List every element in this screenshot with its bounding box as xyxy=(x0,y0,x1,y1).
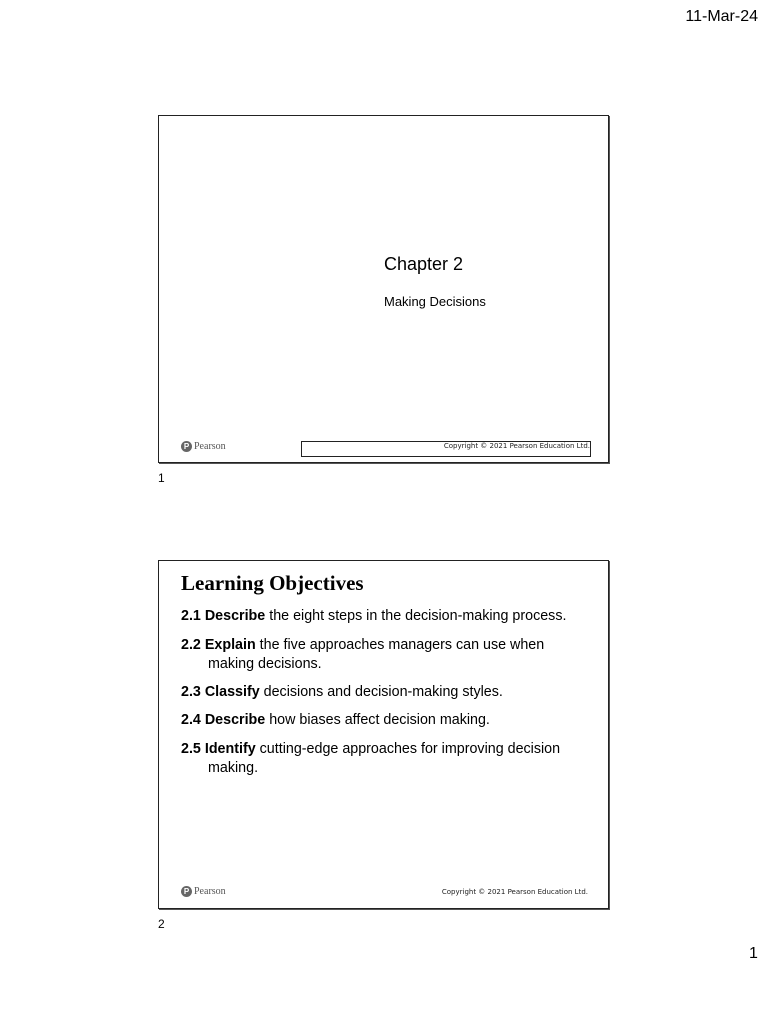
pearson-logo-icon: P xyxy=(181,886,192,897)
slide-2 xyxy=(158,560,609,909)
logo-text: Pearson xyxy=(194,441,226,452)
objective-continuation: making decisions. xyxy=(208,656,322,672)
slide-subtitle: Making Decisions xyxy=(384,294,486,309)
objective-verb: 2.1 Describe xyxy=(181,608,266,624)
objective-item xyxy=(181,740,601,778)
pearson-logo xyxy=(181,441,226,452)
copyright-box xyxy=(301,441,591,457)
slide-number: 2 xyxy=(158,917,165,931)
logo-text: Pearson xyxy=(194,886,226,897)
objective-text: how biases affect decision making. xyxy=(265,712,490,728)
pearson-logo xyxy=(181,886,226,897)
objective-item xyxy=(181,711,601,730)
slide-1 xyxy=(158,115,609,463)
objective-text: the five approaches managers can use when xyxy=(255,637,545,653)
objective-text: the eight steps in the decision-making process. xyxy=(265,608,567,624)
objective-text: decisions and decision-making styles. xyxy=(259,684,503,700)
copyright: Copyright © 2021 Pearson Education Ltd. xyxy=(441,888,588,896)
page-number: 1 xyxy=(749,945,758,962)
slide-title: Learning Objectives xyxy=(181,571,364,595)
objective-item xyxy=(181,607,601,626)
objective-text: cutting-edge approaches for improving decision xyxy=(255,741,561,757)
pearson-logo-icon: P xyxy=(181,441,192,452)
objective-verb: 2.4 Describe xyxy=(181,712,266,728)
objective-verb: 2.5 Identify xyxy=(181,741,256,757)
page-date: 11-Mar-24 xyxy=(685,8,758,25)
objective-verb: 2.2 Explain xyxy=(181,637,256,653)
objective-item xyxy=(181,636,601,674)
objective-continuation: making. xyxy=(208,760,259,776)
copyright: Copyright © 2021 Pearson Education Ltd. xyxy=(443,442,590,450)
objective-verb: 2.3 Classify xyxy=(181,684,260,700)
slide-number: 1 xyxy=(158,471,165,485)
slide-title: Chapter 2 xyxy=(384,254,464,274)
objective-item xyxy=(181,683,601,702)
